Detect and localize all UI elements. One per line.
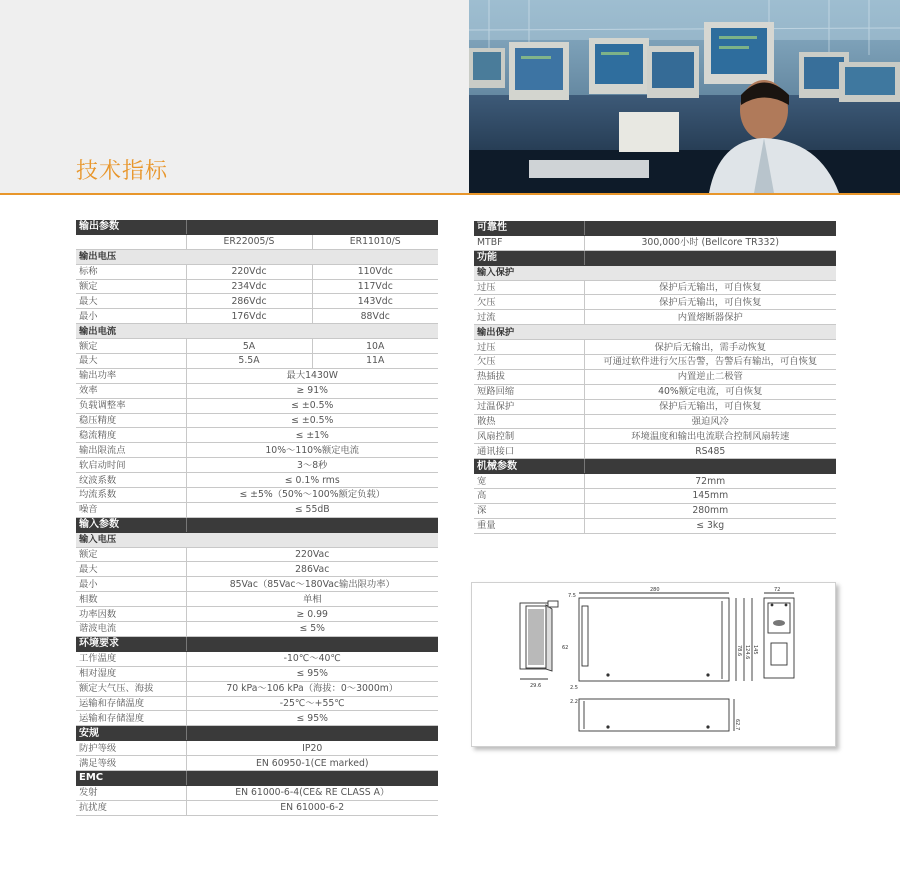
row-value: ≤ ±0.5% xyxy=(186,413,438,428)
row-label: 环境要求 xyxy=(76,636,186,651)
row-value: 保护后无输出，可自恢复 xyxy=(584,295,836,310)
row-value xyxy=(186,220,438,234)
row-value: 176Vdc xyxy=(186,309,312,324)
row-value: ≥ 91% xyxy=(186,383,438,398)
row-label: 均流系数 xyxy=(76,488,186,503)
row-label: 最小 xyxy=(76,309,186,324)
subsection-header xyxy=(474,265,836,280)
row-value: 保护后无输出，需手动恢复 xyxy=(584,340,836,355)
dim-small-label: 62 xyxy=(562,645,569,651)
row-label: 标称 xyxy=(76,264,186,279)
row-value: 5.5A xyxy=(186,354,312,369)
section-header xyxy=(474,459,836,474)
row-label: 额定 xyxy=(76,547,186,562)
row-label: 短路回缩 xyxy=(474,384,584,399)
row-label: 机械参数 xyxy=(474,459,584,474)
row-label: 输出电压 xyxy=(76,249,186,264)
row-value xyxy=(186,532,438,547)
row-value: ≤ ±5%（50%～100%额定负载） xyxy=(186,488,438,503)
row-label: 风扇控制 xyxy=(474,429,584,444)
row-value: 234Vdc xyxy=(186,279,312,294)
row-value: ≤ 95% xyxy=(186,711,438,726)
row-label: 欠压 xyxy=(474,355,584,370)
row-label: 最大 xyxy=(76,562,186,577)
dim-h1-label: 78.6 xyxy=(736,645,742,657)
row-value: 5A xyxy=(186,339,312,354)
row-label: 输出电流 xyxy=(76,324,186,339)
row-label xyxy=(76,234,186,249)
header-accent-line xyxy=(0,193,900,195)
row-label: 负载调整率 xyxy=(76,398,186,413)
table-row xyxy=(474,235,836,250)
dim-side-height-label: 62.7 xyxy=(734,719,740,731)
row-label: 输出保护 xyxy=(474,325,584,340)
row-label: 防护等级 xyxy=(76,741,186,756)
row-value: 88Vdc xyxy=(312,309,438,324)
row-value: 保护后无输出，可自恢复 xyxy=(584,280,836,295)
table-row xyxy=(474,295,836,310)
table-row xyxy=(474,474,836,489)
row-value: 70 kPa～106 kPa（海拔：0～3000m） xyxy=(186,681,438,696)
row-label: EMC xyxy=(76,770,186,785)
row-label: 最大 xyxy=(76,354,186,369)
row-value: -25℃～+55℃ xyxy=(186,696,438,711)
table-row xyxy=(76,309,438,324)
table-row xyxy=(76,666,438,681)
table-row xyxy=(76,339,438,354)
row-value xyxy=(584,325,836,340)
row-value: 145mm xyxy=(584,489,836,504)
dim-h3-label: 145 xyxy=(752,645,758,655)
table-row xyxy=(76,622,438,637)
table-row xyxy=(76,502,438,517)
table-row xyxy=(76,562,438,577)
row-value: 110Vdc xyxy=(312,264,438,279)
row-value: 85Vac（85Vac～180Vac输出限功率） xyxy=(186,577,438,592)
row-value: ER11010/S xyxy=(312,234,438,249)
row-label: 额定大气压、海拔 xyxy=(76,681,186,696)
row-label: 高 xyxy=(474,489,584,504)
row-label: 重量 xyxy=(474,518,584,533)
row-value: ≤ 3kg xyxy=(584,518,836,533)
subsection-header xyxy=(76,324,438,339)
row-value: ≤ 0.1% rms xyxy=(186,473,438,488)
table-row xyxy=(76,592,438,607)
dim-offset-side-label: 2.5 xyxy=(570,685,578,691)
row-value: 280mm xyxy=(584,503,836,518)
row-value: 40%额定电流，可自恢复 xyxy=(584,384,836,399)
row-label: 过温保护 xyxy=(474,399,584,414)
row-label: 输入保护 xyxy=(474,265,584,280)
row-label: 深 xyxy=(474,503,584,518)
row-value: 强迫风冷 xyxy=(584,414,836,429)
table-row xyxy=(76,458,438,473)
table-row xyxy=(76,443,438,458)
table-row xyxy=(76,785,438,800)
row-value xyxy=(186,770,438,785)
row-label: 满足等级 xyxy=(76,756,186,771)
row-value: 3～8秒 xyxy=(186,458,438,473)
row-value: 环境温度和输出电流联合控制风扇转速 xyxy=(584,429,836,444)
row-value xyxy=(186,726,438,741)
row-label: 稳流精度 xyxy=(76,428,186,443)
table-row xyxy=(474,310,836,325)
row-label: 散热 xyxy=(474,414,584,429)
row-value xyxy=(584,250,836,265)
table-row xyxy=(76,741,438,756)
table-row xyxy=(76,413,438,428)
row-value: 72mm xyxy=(584,474,836,489)
table-row xyxy=(474,489,836,504)
table-row xyxy=(474,384,836,399)
row-value: RS485 xyxy=(584,444,836,459)
table-row xyxy=(474,280,836,295)
row-label: 输出参数 xyxy=(76,220,186,234)
row-value xyxy=(584,221,836,235)
row-label: 功率因数 xyxy=(76,607,186,622)
section-header xyxy=(76,770,438,785)
row-value xyxy=(186,324,438,339)
row-value: ≥ 0.99 xyxy=(186,607,438,622)
section-header xyxy=(474,221,836,235)
specifications-table-right xyxy=(474,221,836,534)
row-value: ≤ 95% xyxy=(186,666,438,681)
row-value: 286Vdc xyxy=(186,294,312,309)
row-label: 相对湿度 xyxy=(76,666,186,681)
row-value: 220Vac xyxy=(186,547,438,562)
row-label: 噪音 xyxy=(76,502,186,517)
row-value xyxy=(186,636,438,651)
row-value: 保护后无输出，可自恢复 xyxy=(584,399,836,414)
table-row xyxy=(76,473,438,488)
row-value: ≤ 5% xyxy=(186,622,438,637)
row-label: 效率 xyxy=(76,383,186,398)
page-title: 技术指标 xyxy=(76,159,169,184)
table-row xyxy=(76,294,438,309)
row-label: 输出限流点 xyxy=(76,443,186,458)
dim-front-width-label: 29.6 xyxy=(530,683,542,689)
row-label: 可靠性 xyxy=(474,221,584,235)
row-value: 内置逆止二极管 xyxy=(584,369,836,384)
dim-h2-label: 124.6 xyxy=(744,645,750,660)
dim-bottom-small-label: 2.2 xyxy=(570,699,578,705)
row-label: 欠压 xyxy=(474,295,584,310)
table-row xyxy=(76,264,438,279)
row-value: EN 60950-1(CE marked) xyxy=(186,756,438,771)
table-row xyxy=(76,234,438,249)
row-label: 过压 xyxy=(474,340,584,355)
row-label: 谐波电流 xyxy=(76,622,186,637)
subsection-header xyxy=(76,532,438,547)
row-label: 输出功率 xyxy=(76,368,186,383)
section-header xyxy=(76,517,438,532)
table-row xyxy=(474,503,836,518)
row-value: EN 61000-6-4(CE& RE CLASS A） xyxy=(186,785,438,800)
table-row xyxy=(76,800,438,815)
row-value: 可通过软件进行欠压告警，告警后有输出，可自恢复 xyxy=(584,355,836,370)
subsection-header xyxy=(474,325,836,340)
table-row xyxy=(76,279,438,294)
table-row xyxy=(76,383,438,398)
row-value: 11A xyxy=(312,354,438,369)
row-value: ≤ 55dB xyxy=(186,502,438,517)
section-header xyxy=(76,636,438,651)
row-label: 相数 xyxy=(76,592,186,607)
row-label: 宽 xyxy=(474,474,584,489)
table-row xyxy=(76,368,438,383)
row-label: 过流 xyxy=(474,310,584,325)
dim-depth-label: 280 xyxy=(650,587,660,593)
row-label: 纹波系数 xyxy=(76,473,186,488)
table-row xyxy=(76,547,438,562)
row-value xyxy=(186,249,438,264)
row-value: 内置熔断器保护 xyxy=(584,310,836,325)
section-header xyxy=(474,250,836,265)
row-label: 过压 xyxy=(474,280,584,295)
row-label: 稳压精度 xyxy=(76,413,186,428)
row-label: MTBF xyxy=(474,235,584,250)
table-row xyxy=(474,429,836,444)
row-value: EN 61000-6-2 xyxy=(186,800,438,815)
table-row xyxy=(474,355,836,370)
row-value: -10℃～40℃ xyxy=(186,651,438,666)
table-row xyxy=(76,756,438,771)
table-row xyxy=(474,399,836,414)
row-label: 最大 xyxy=(76,294,186,309)
row-label: 工作温度 xyxy=(76,651,186,666)
row-label: 通讯接口 xyxy=(474,444,584,459)
row-value: 单相 xyxy=(186,592,438,607)
row-value: 300,000小时 (Bellcore TR332) xyxy=(584,235,836,250)
row-label: 运输和存储湿度 xyxy=(76,711,186,726)
row-label: 输入参数 xyxy=(76,517,186,532)
table-row xyxy=(474,518,836,533)
row-label: 安规 xyxy=(76,726,186,741)
row-value: 最大1430W xyxy=(186,368,438,383)
row-label: 输入电压 xyxy=(76,532,186,547)
row-value xyxy=(584,459,836,474)
row-label: 软启动时间 xyxy=(76,458,186,473)
specifications-table-left xyxy=(76,220,438,816)
row-label: 功能 xyxy=(474,250,584,265)
table-row xyxy=(76,711,438,726)
row-label: 热插拔 xyxy=(474,369,584,384)
table-row xyxy=(76,651,438,666)
row-label: 额定 xyxy=(76,279,186,294)
row-value: 117Vdc xyxy=(312,279,438,294)
row-value: ≤ ±0.5% xyxy=(186,398,438,413)
row-label: 运输和存储温度 xyxy=(76,696,186,711)
dim-width-label: 72 xyxy=(774,587,781,593)
section-header xyxy=(76,220,438,234)
table-row xyxy=(474,444,836,459)
row-label: 发射 xyxy=(76,785,186,800)
table-row xyxy=(76,488,438,503)
table-row xyxy=(76,398,438,413)
row-label: 最小 xyxy=(76,577,186,592)
dim-offset-top-label: 7.5 xyxy=(568,593,576,599)
table-row xyxy=(76,354,438,369)
row-value: ≤ ±1% xyxy=(186,428,438,443)
table-row xyxy=(76,696,438,711)
row-label: 抗扰度 xyxy=(76,800,186,815)
row-value: 286Vac xyxy=(186,562,438,577)
row-value: 220Vdc xyxy=(186,264,312,279)
table-row xyxy=(76,577,438,592)
row-value: IP20 xyxy=(186,741,438,756)
table-row xyxy=(76,607,438,622)
table-row xyxy=(76,681,438,696)
header-photo xyxy=(469,0,900,193)
row-value: 143Vdc xyxy=(312,294,438,309)
row-label: 额定 xyxy=(76,339,186,354)
row-value xyxy=(584,265,836,280)
table-row xyxy=(474,340,836,355)
row-value xyxy=(186,517,438,532)
table-row xyxy=(76,428,438,443)
row-value: ER22005/S xyxy=(186,234,312,249)
table-row xyxy=(474,414,836,429)
row-value: 10A xyxy=(312,339,438,354)
dimension-drawing xyxy=(471,582,836,747)
section-header xyxy=(76,726,438,741)
row-value: 10%～110%额定电流 xyxy=(186,443,438,458)
table-row xyxy=(474,369,836,384)
subsection-header xyxy=(76,249,438,264)
